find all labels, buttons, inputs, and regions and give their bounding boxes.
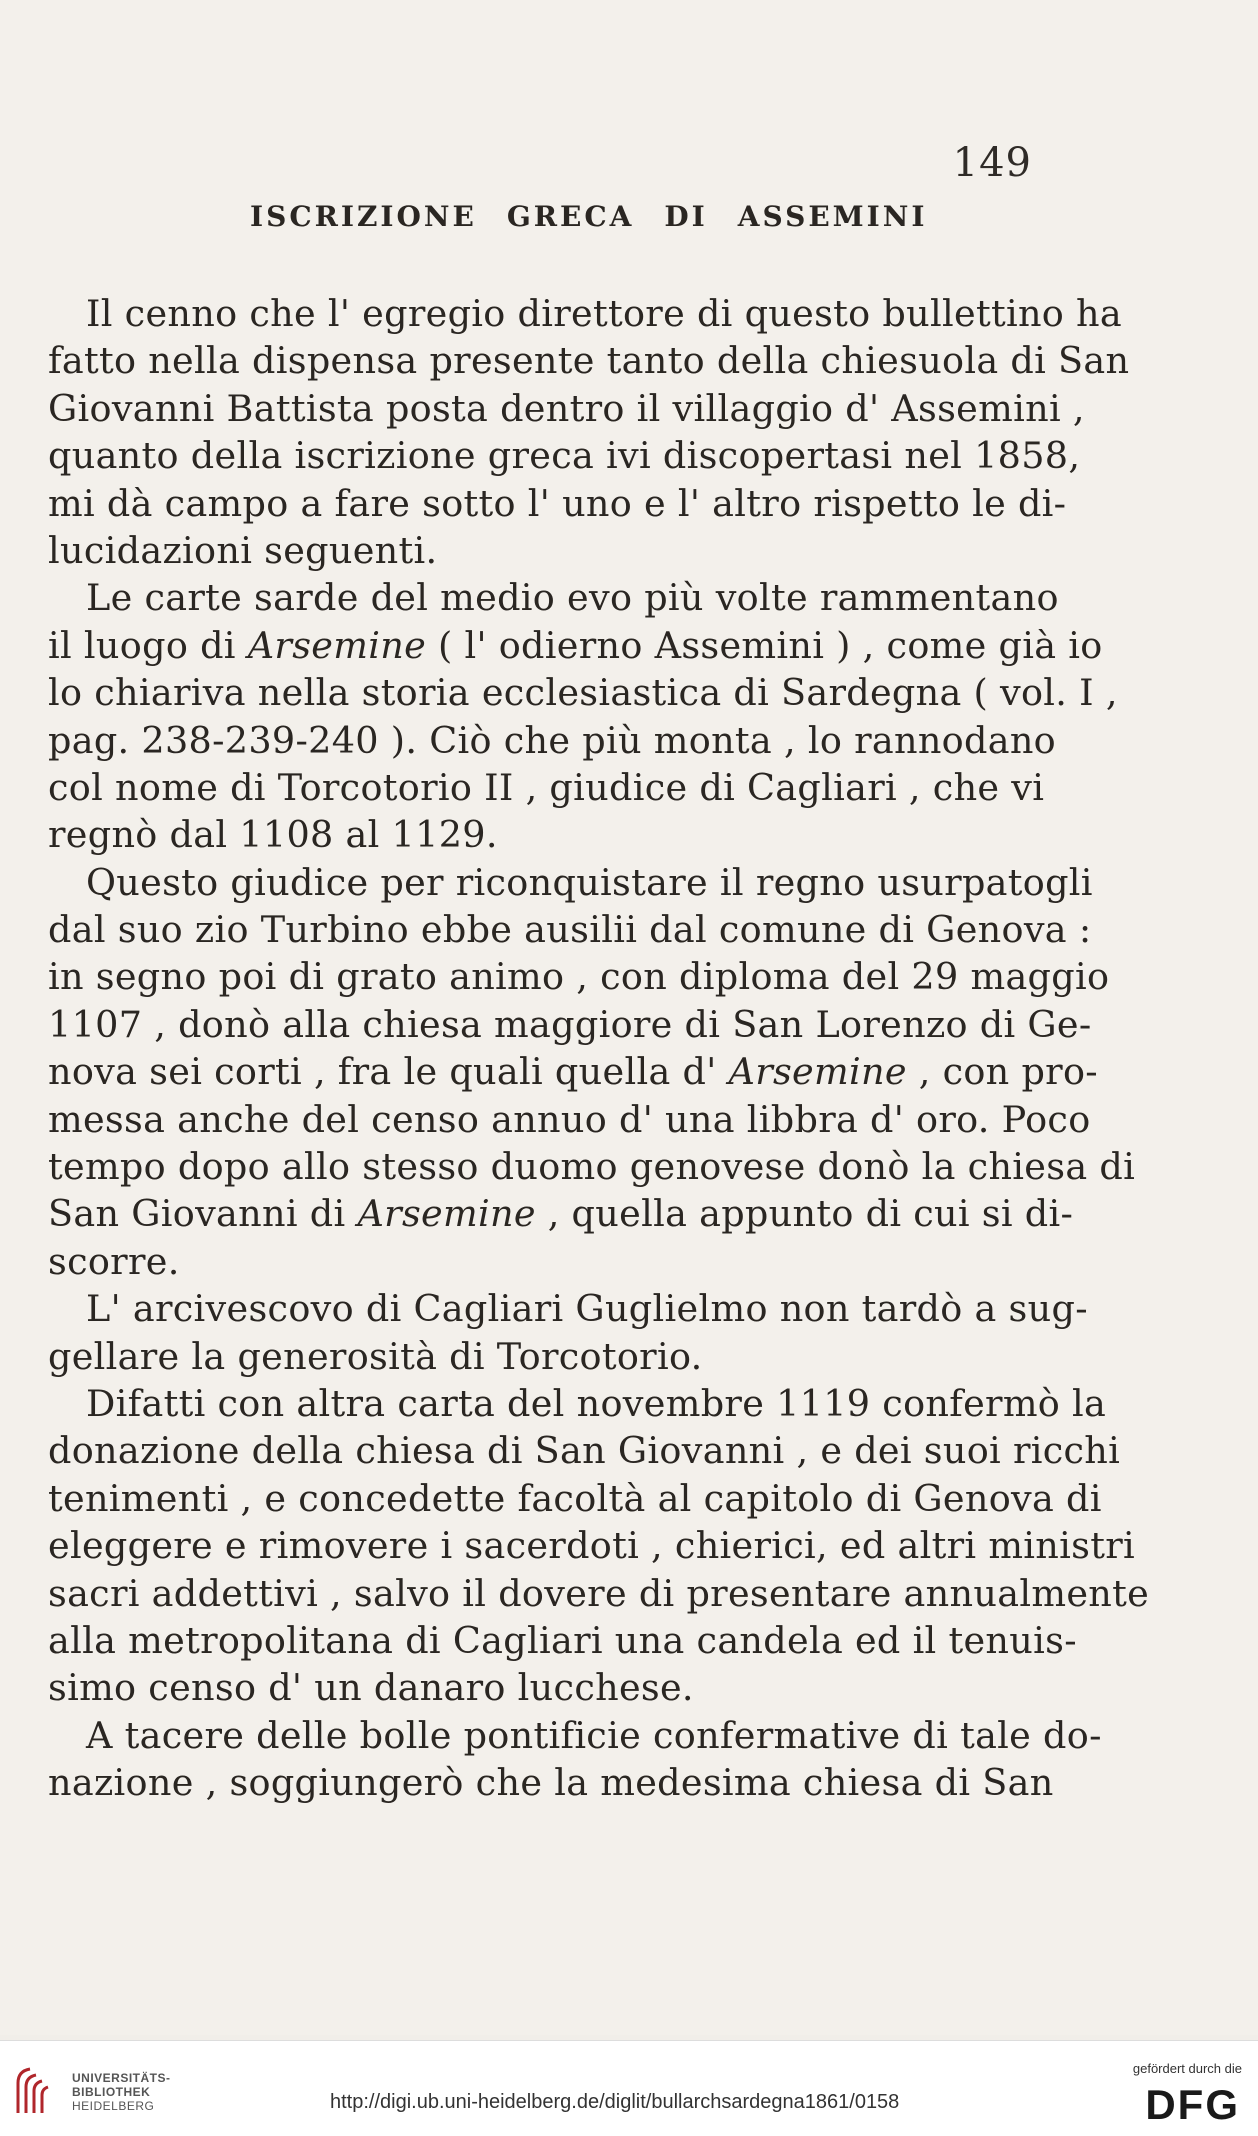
text-run: lo chiariva nella storia ecclesiastica di Sardegna ( vol. I , [48, 671, 1118, 715]
text-line [48, 1380, 1107, 1427]
text-line [48, 859, 1093, 906]
text-run: pag. 238-239-240 ). Ciò che più monta , lo rannodano [48, 718, 1056, 762]
text-run: dal suo zio Turbino ebbe ausilii dal comune di Genova : [48, 908, 1092, 952]
sponsor-label: gefördert durch die [1132, 2061, 1242, 2076]
text-line [48, 574, 1059, 621]
text-line [48, 1333, 1026, 1380]
heading-word: ISCRIZIONE [250, 200, 477, 233]
italic-text: Arsemine [247, 623, 427, 667]
text-line [48, 717, 1056, 764]
text-line [48, 811, 1026, 858]
text-run: nazione , soggiungerò che la medesima chiesa di San [48, 1761, 1054, 1805]
text-line [48, 622, 1103, 669]
text-line [48, 1475, 1102, 1522]
text-run: , quella appunto di cui si di- [535, 1192, 1074, 1236]
text-line [48, 1570, 1150, 1617]
text-line [48, 953, 1110, 1000]
text-run: sacri addettivi , salvo il dovere di presentare annualmente [48, 1571, 1150, 1615]
library-name-line: BIBLIOTHEK [72, 2085, 151, 2099]
text-run: alla metropolitana di Cagliari una candela ed il tenuis- [48, 1618, 1077, 1662]
text-line [48, 337, 1130, 384]
text-run: L' arcivescovo di Cagliari Guglielmo non tardò a sug- [86, 1287, 1088, 1331]
text-run: in segno poi di grato animo , con diploma del 29 maggio [48, 955, 1110, 999]
text-line [48, 1617, 1077, 1664]
text-line [48, 669, 1118, 716]
text-run: 1107 , donò alla chiesa maggiore di San Lorenzo di Ge- [48, 1002, 1092, 1046]
text-run: , con pro- [906, 1050, 1098, 1094]
text-run: quanto della iscrizione greca ivi discopertasi nel 1858, [48, 434, 1081, 478]
text-line [48, 906, 1092, 953]
text-run: tenimenti , e concedette facoltà al capitolo di Genova di [48, 1476, 1102, 1520]
body-text [48, 290, 1150, 1807]
text-run: fatto nella dispensa presente tanto della chiesuola di San [48, 339, 1130, 383]
university-library-logo-icon [14, 2065, 52, 2115]
text-run: gellare la generosità di Torcotorio. [48, 1334, 703, 1378]
text-line [48, 1712, 1102, 1759]
text-line [48, 1143, 1136, 1190]
text-line [48, 432, 1081, 479]
heading-word: ASSEMINI [737, 200, 928, 233]
text-run: Questo giudice per riconquistare il regno usurpatogli [86, 860, 1093, 904]
text-line [48, 480, 1067, 527]
text-line [48, 527, 1026, 574]
text-run: simo censo d' un danaro lucchese. [48, 1666, 694, 1710]
section-heading [250, 200, 928, 233]
text-run: A tacere delle bolle pontificie confermative di tale do- [86, 1713, 1102, 1757]
text-run: lucidazioni seguenti. [48, 528, 438, 572]
text-line [48, 1048, 1098, 1095]
text-line [48, 1190, 1074, 1237]
text-line [48, 1664, 1026, 1711]
text-line [48, 1238, 1026, 1285]
text-line [48, 1427, 1121, 1474]
italic-text: Arsemine [728, 1050, 907, 1094]
permalink-url[interactable]: http://digi.ub.uni-heidelberg.de/diglit/bullarchsardegna1861/0158 [330, 2091, 900, 2113]
text-run: messa anche del censo annuo d' una libbra d' oro. Poco [48, 1097, 1091, 1141]
text-run: col nome di Torcotorio II , giudice di Cagliari , che vi [48, 765, 1045, 809]
library-name-line: HEIDELBERG [72, 2099, 155, 2113]
heading-word: GRECA [506, 200, 635, 233]
text-line [48, 1001, 1092, 1048]
text-run: tempo dopo allo stesso duomo genovese donò la chiesa di [48, 1145, 1136, 1189]
text-run: scorre. [48, 1239, 180, 1283]
text-run: San Giovanni di [48, 1192, 358, 1236]
text-run: Difatti con altra carta del novembre 1119 confermò la [86, 1381, 1107, 1425]
text-run: il luogo di [48, 623, 248, 667]
library-name-line: UNIVERSITÄTS- [72, 2071, 171, 2085]
text-line [48, 385, 1085, 432]
text-run: Le carte sarde del medio evo più volte rammentano [86, 576, 1059, 620]
text-line [48, 1522, 1136, 1569]
text-run: Il cenno che l' egregio direttore di questo bullettino ha [86, 292, 1123, 335]
library-name [72, 2071, 171, 2113]
text-run: Giovanni Battista posta dentro il villaggio d' Assemini , [48, 386, 1085, 430]
text-run: eleggere e rimovere i sacerdoti , chierici, ed altri ministri [48, 1524, 1136, 1568]
heading-word: DI [664, 200, 708, 233]
text-line [48, 1285, 1088, 1332]
viewer-footer [0, 2040, 1258, 2136]
dfg-logo: DFG [1145, 2081, 1240, 2128]
text-line [48, 1759, 1054, 1806]
text-run: nova sei corti , fra le quali quella d' [48, 1050, 729, 1094]
text-line [48, 1096, 1091, 1143]
text-line [48, 764, 1045, 811]
italic-text: Arsemine [357, 1192, 536, 1236]
text-line [48, 290, 1123, 337]
text-run: ( l' odierno Assemini ) , come già io [426, 623, 1103, 667]
text-run: donazione della chiesa di San Giovanni , e dei suoi ricchi [48, 1429, 1121, 1473]
page-number: 149 [952, 140, 1032, 186]
text-run: mi dà campo a fare sotto l' uno e l' altro rispetto le di- [48, 481, 1067, 525]
text-run: regnò dal 1108 al 1129. [48, 813, 498, 857]
